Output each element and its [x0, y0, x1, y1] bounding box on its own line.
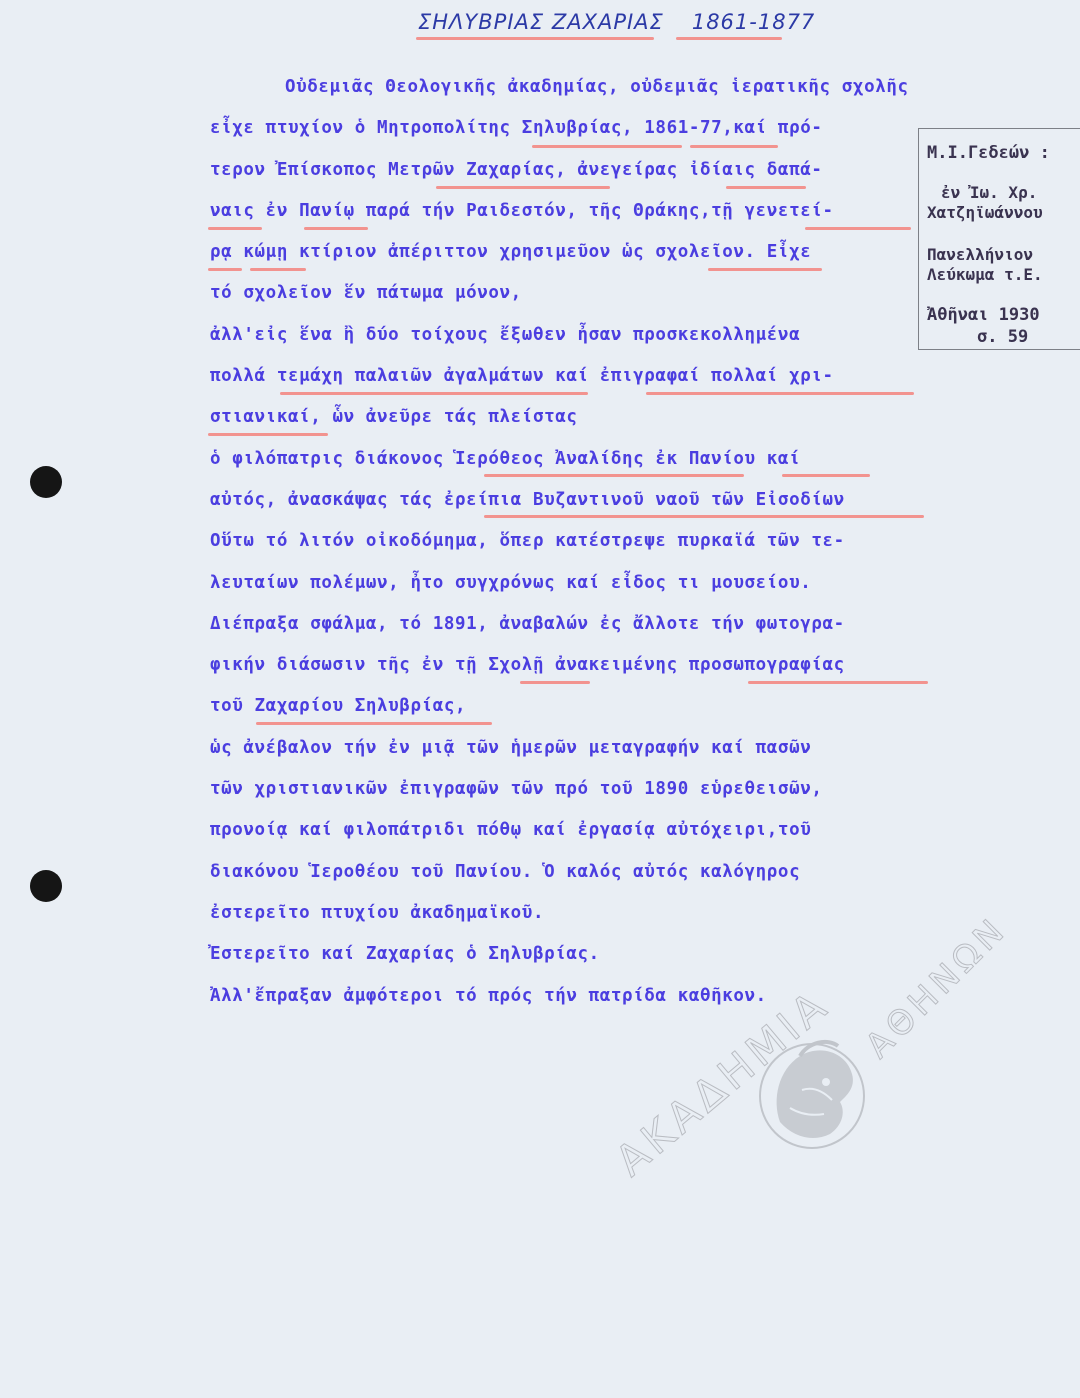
heading-underline-name [416, 37, 654, 40]
body-line: λευταίων πολέμων, ἦτο συγχρόνως καί εἶδος τι μουσείου. [210, 572, 812, 593]
body-line: Ἐστερεῖτο καί Ζαχαρίας ὁ Σηλυβρίας. [210, 944, 600, 965]
body-line: τό σχολεῖον ἕν πάτωμα μόνον, [210, 283, 522, 304]
body-line: ὡς ἀνέβαλον τήν ἐν μιᾷ τῶν ἡμερῶν μεταγραφήν καί πασῶν [210, 737, 812, 758]
body-line: εἶχε πτυχίον ὁ Μητροπολίτης Σηλυβρίας, 1861-77,καί πρό- [210, 118, 823, 139]
watermark-athens: ΑΘΗΝΩΝ [858, 908, 1016, 1067]
body-line: Οὕτω τό λιτόν οἰκοδόμημα, ὅπερ κατέστρεψε πυρκαϊά τῶν τε- [210, 531, 845, 552]
body-line: διακόνου Ἱεροθέου τοῦ Πανίου. Ὁ καλός αὐτός καλόγηρος [210, 861, 801, 882]
body-line: τερον Ἐπίσκοπος Μετρῶν Ζαχαρίας, ἀνεγείρας ἰδίαις δαπά- [210, 159, 823, 180]
note-work-line2: Λεύκωμα τ.Ε. [927, 265, 1043, 284]
body-line: φικήν διάσωσιν τῆς ἐν τῇ Σχολῇ ἀνακειμένης προσωπογραφίας [210, 655, 845, 676]
note-page: σ. 59 [977, 327, 1029, 347]
body-line: Οὐδεμιᾶς Θεολογικῆς ἀκαδημίας, οὐδεμιᾶς ἱερατικῆς σχολῆς [285, 77, 909, 97]
body-line: ὁ φιλόπατρις διάκονος Ἱερόθεος Ἀναλίδης ἐκ Πανίου καί [210, 448, 801, 469]
binder-hole-top [30, 466, 62, 498]
note-source-line2: Χατζηϊωάννου [927, 203, 1043, 222]
body-line: ἐστερεῖτο πτυχίου ἀκαδημαϊκοῦ. [210, 902, 545, 923]
heading-underline-years [676, 37, 782, 40]
source-note-box [918, 128, 1080, 350]
body-line: στιανικαί, ὧν ἀνεῦρε τάς πλείστας [210, 407, 578, 428]
body-line: ἀλλ'εἰς ἕνα ἢ δύο τοίχους ἔξωθεν ἦσαν προσκεκολλημένα [210, 324, 801, 345]
body-line: αὐτός, ἀνασκάψας τάς ἐρείπια Βυζαντινοῦ ναοῦ τῶν Εἰσοδίων [210, 489, 845, 510]
body-line: τῶν χριστιανικῶν ἐπιγραφῶν τῶν πρό τοῦ 1890 εὑρεθεισῶν, [210, 779, 823, 800]
body-line: Ἀλλ'ἔπραξαν ἀμφότεροι τό πρός τήν πατρίδα καθῆκον. [210, 985, 767, 1006]
watermark-academy: ΑΚΑΔΗΜΙΑ [606, 979, 839, 1186]
body-line: προνοίᾳ καί φιλοπάτριδι πόθῳ καί ἐργασίᾳ αὐτόχειρι,τοῦ [210, 820, 812, 841]
note-place-year: Ἀθῆναι 1930 [927, 305, 1040, 325]
body-text [210, 73, 930, 1023]
body-line: Διέπραξα σφάλμα, τό 1891, ἀναβαλών ἐς ἄλλοτε τήν φωτογρα- [210, 613, 845, 634]
binder-hole-bottom [30, 870, 62, 902]
document-heading [418, 10, 815, 34]
note-source-line1: ἐν Ἰω. Χρ. [941, 183, 1038, 202]
note-work-line1: Πανελλήνιον [927, 245, 1033, 264]
heading-name: ΣΗΛΥΒΡΙΑΣ ΖΑΧΑΡΙΑΣ [418, 10, 664, 34]
note-author: Μ.Ι.Γεδεών : [927, 143, 1050, 163]
body-line: ρᾳ κώμῃ κτίριον ἀπέριττον χρησιμεῦον ὡς σχολεῖον. Εἶχε [210, 242, 812, 263]
body-line: τοῦ Ζαχαρίου Σηλυβρίας, [210, 696, 467, 717]
body-line: πολλά τεμάχη παλαιῶν ἀγαλμάτων καί ἐπιγραφαί πολλαί χρι- [210, 366, 834, 387]
heading-years: 1861-1877 [691, 10, 816, 34]
body-line: ναις ἐν Πανίῳ παρά τήν Ραιδεστόν, τῆς Θράκης,τῇ γενετεί- [210, 200, 834, 221]
